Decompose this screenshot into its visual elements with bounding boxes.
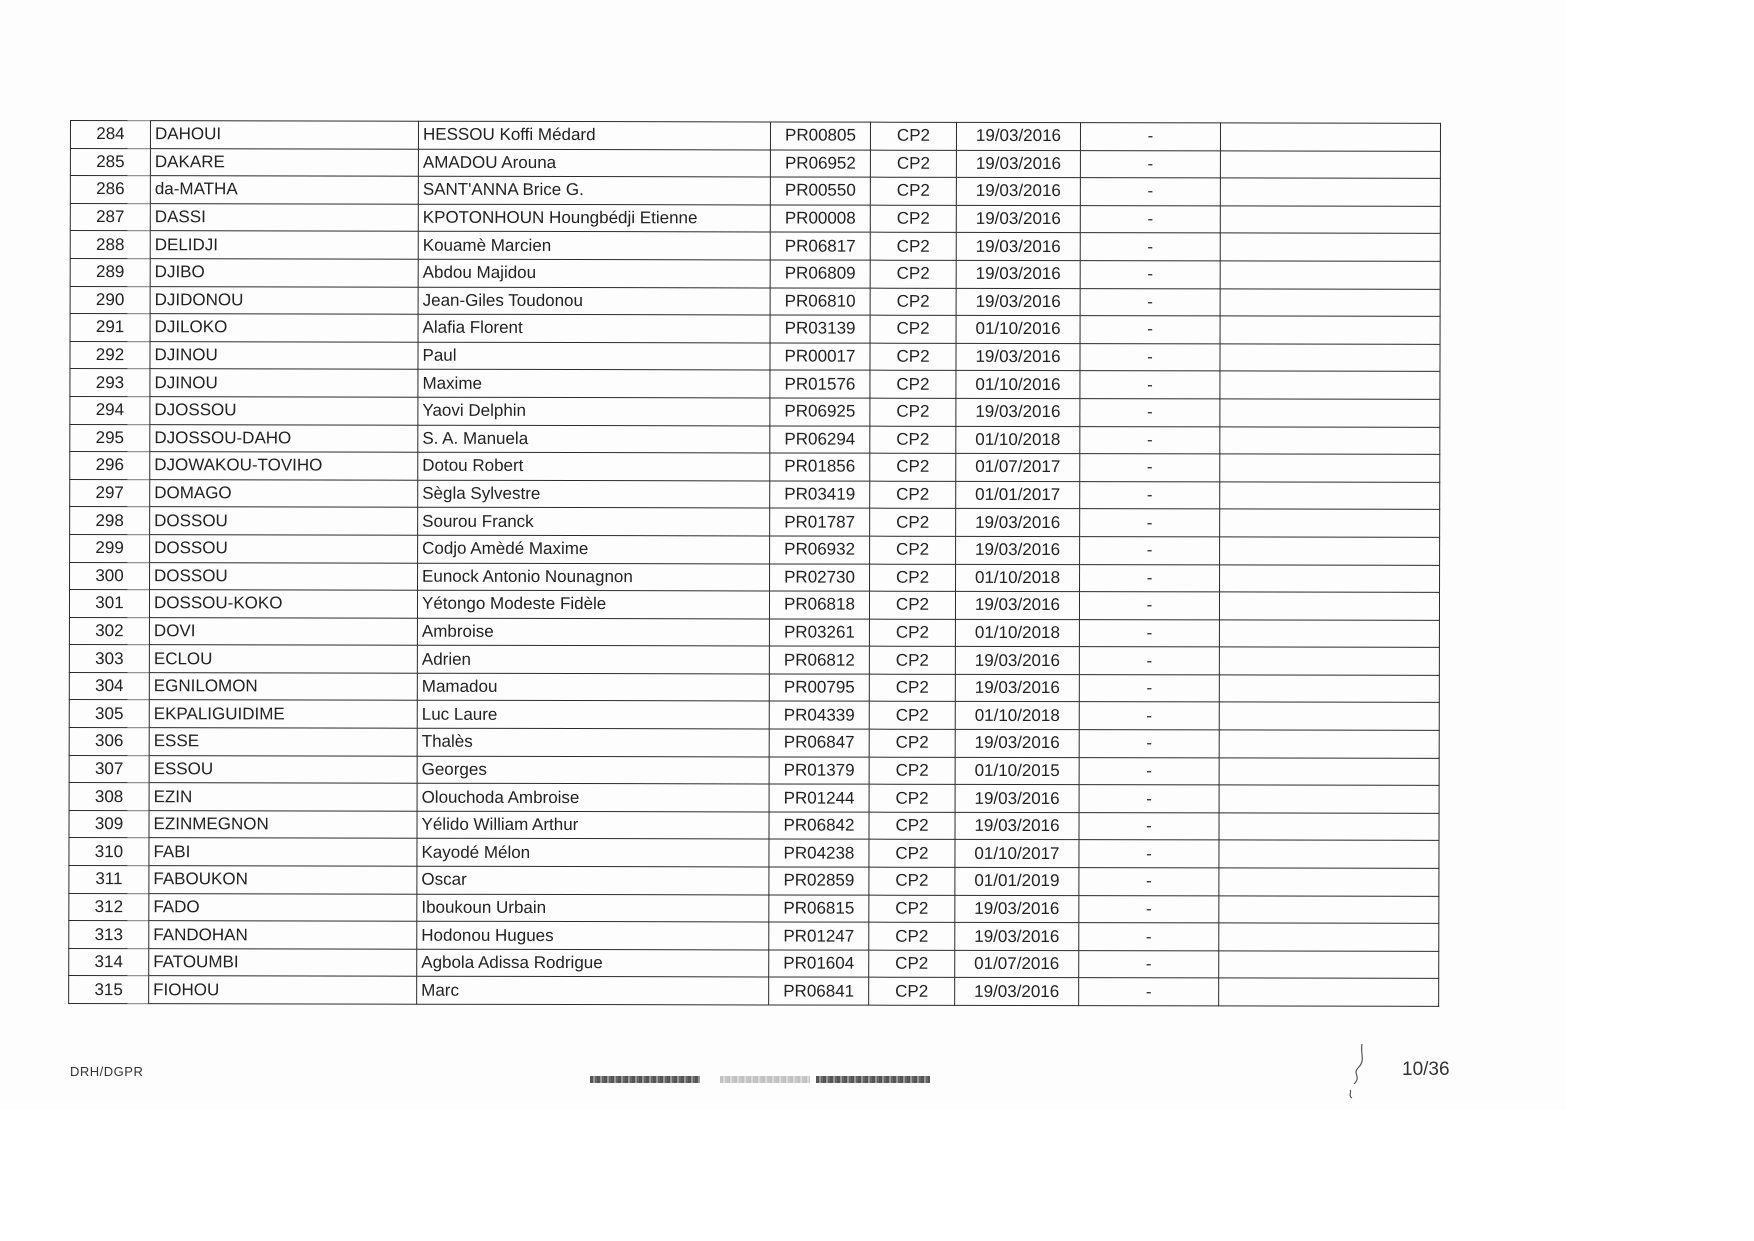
date-cell: 01/10/2016 bbox=[956, 316, 1080, 344]
empty-cell bbox=[1220, 288, 1440, 316]
row-number-cell: 308 bbox=[69, 783, 149, 811]
dash-cell: - bbox=[1079, 674, 1219, 702]
empty-cell bbox=[1219, 923, 1439, 951]
row-number-cell: 300 bbox=[70, 562, 150, 590]
registration-cell: PR06925 bbox=[770, 398, 870, 426]
empty-cell bbox=[1220, 564, 1440, 592]
table-row bbox=[69, 976, 1439, 1006]
row-number-cell: 296 bbox=[70, 452, 150, 480]
grade-cell: CP2 bbox=[870, 508, 956, 536]
row-number-cell: 291 bbox=[70, 314, 150, 342]
registration-cell: PR04339 bbox=[769, 701, 869, 729]
table-row bbox=[70, 562, 1440, 592]
empty-cell bbox=[1219, 702, 1439, 730]
last-name-cell: DELIDJI bbox=[150, 231, 418, 259]
dash-cell: - bbox=[1080, 537, 1220, 565]
empty-cell bbox=[1219, 647, 1439, 675]
last-name-cell: EZINMEGNON bbox=[149, 811, 417, 839]
first-name-cell: Iboukoun Urbain bbox=[417, 894, 769, 922]
table-row bbox=[69, 645, 1439, 675]
row-number-cell: 289 bbox=[70, 258, 150, 286]
date-cell: 19/03/2016 bbox=[956, 509, 1080, 537]
registration-cell: PR06810 bbox=[770, 288, 870, 316]
dash-cell: - bbox=[1080, 481, 1220, 509]
first-name-cell: Luc Laure bbox=[417, 701, 769, 729]
registration-cell: PR02730 bbox=[770, 563, 870, 591]
registration-cell: PR03139 bbox=[770, 315, 870, 343]
first-name-cell: Eunock Antonio Nounagnon bbox=[418, 563, 770, 591]
last-name-cell: DAHOUI bbox=[150, 121, 418, 149]
grade-cell: CP2 bbox=[869, 895, 955, 923]
grade-cell: CP2 bbox=[870, 453, 956, 481]
row-number-cell: 293 bbox=[70, 369, 150, 397]
first-name-cell: S. A. Manuela bbox=[418, 425, 770, 453]
last-name-cell: DOSSOU bbox=[150, 562, 418, 590]
first-name-cell: Oscar bbox=[417, 866, 769, 894]
registration-cell: PR01787 bbox=[770, 508, 870, 536]
dash-cell: - bbox=[1080, 288, 1220, 316]
date-cell: 19/03/2016 bbox=[955, 923, 1079, 951]
footer-department: DRH/DGPR bbox=[70, 1064, 144, 1079]
date-cell: 19/03/2016 bbox=[956, 398, 1080, 426]
dash-cell: - bbox=[1080, 205, 1220, 233]
last-name-cell: FATOUMBI bbox=[149, 948, 417, 976]
date-cell: 19/03/2016 bbox=[956, 122, 1080, 150]
grade-cell: CP2 bbox=[870, 205, 956, 233]
empty-cell bbox=[1219, 813, 1439, 841]
registration-cell: PR06841 bbox=[769, 977, 869, 1005]
empty-cell bbox=[1220, 233, 1440, 261]
empty-cell bbox=[1219, 868, 1439, 896]
grade-cell: CP2 bbox=[870, 233, 956, 261]
table-row bbox=[70, 452, 1440, 482]
first-name-cell: Marc bbox=[417, 977, 769, 1005]
dash-cell: - bbox=[1079, 757, 1219, 785]
empty-cell bbox=[1219, 758, 1439, 786]
grade-cell: CP2 bbox=[870, 426, 956, 454]
empty-cell bbox=[1219, 730, 1439, 758]
table-row bbox=[70, 479, 1440, 509]
last-name-cell: DJIBO bbox=[150, 259, 418, 287]
grade-cell: CP2 bbox=[870, 481, 956, 509]
grade-cell: CP2 bbox=[870, 343, 956, 371]
table-row bbox=[69, 810, 1439, 840]
registration-cell: PR06847 bbox=[769, 729, 869, 757]
grade-cell: CP2 bbox=[869, 812, 955, 840]
first-name-cell: Hodonou Hugues bbox=[417, 921, 769, 949]
empty-cell bbox=[1220, 399, 1440, 427]
date-cell: 01/07/2017 bbox=[956, 453, 1080, 481]
empty-cell bbox=[1220, 261, 1440, 289]
first-name-cell: Adrien bbox=[417, 646, 769, 674]
last-name-cell: DJINOU bbox=[150, 341, 418, 369]
grade-cell: CP2 bbox=[869, 950, 955, 978]
row-number-cell: 304 bbox=[69, 672, 149, 700]
table-row bbox=[70, 369, 1440, 399]
row-number-cell: 310 bbox=[69, 838, 149, 866]
page-number: 10/36 bbox=[1402, 1059, 1450, 1080]
grade-cell: CP2 bbox=[869, 619, 955, 647]
table-row bbox=[69, 755, 1439, 785]
dash-cell: - bbox=[1080, 343, 1220, 371]
date-cell: 19/03/2016 bbox=[955, 674, 1079, 702]
table-row bbox=[70, 286, 1440, 316]
date-cell: 19/03/2016 bbox=[956, 205, 1080, 233]
row-number-cell: 286 bbox=[70, 176, 150, 204]
grade-cell: CP2 bbox=[870, 177, 956, 205]
table-row bbox=[69, 783, 1439, 813]
row-number-cell: 297 bbox=[70, 479, 150, 507]
row-number-cell: 299 bbox=[70, 534, 150, 562]
date-cell: 01/01/2017 bbox=[956, 481, 1080, 509]
table-row bbox=[69, 672, 1439, 702]
first-name-cell: Sègla Sylvestre bbox=[418, 480, 770, 508]
table-row bbox=[70, 231, 1440, 261]
empty-cell bbox=[1220, 509, 1440, 537]
dash-cell: - bbox=[1079, 619, 1219, 647]
grade-cell: CP2 bbox=[870, 371, 956, 399]
registration-cell: PR01244 bbox=[769, 784, 869, 812]
grade-cell: CP2 bbox=[870, 288, 956, 316]
date-cell: 01/10/2018 bbox=[956, 564, 1080, 592]
row-number-cell: 292 bbox=[70, 341, 150, 369]
last-name-cell: DJINOU bbox=[150, 369, 418, 397]
dash-cell: - bbox=[1080, 261, 1220, 289]
row-number-cell: 303 bbox=[69, 645, 149, 673]
first-name-cell: Kouamè Marcien bbox=[418, 232, 770, 260]
grade-cell: CP2 bbox=[869, 674, 955, 702]
row-number-cell: 298 bbox=[70, 507, 150, 535]
empty-cell bbox=[1219, 840, 1439, 868]
grade-cell: CP2 bbox=[870, 122, 956, 150]
row-number-cell: 315 bbox=[69, 976, 149, 1004]
dash-cell: - bbox=[1080, 371, 1220, 399]
dash-cell: - bbox=[1080, 233, 1220, 261]
dash-cell: - bbox=[1079, 895, 1219, 923]
initials-mark bbox=[1340, 1040, 1370, 1100]
registration-cell: PR03261 bbox=[769, 619, 869, 647]
last-name-cell: DOVI bbox=[149, 617, 417, 645]
first-name-cell: SANT'ANNA Brice G. bbox=[418, 176, 770, 204]
grade-cell: CP2 bbox=[869, 702, 955, 730]
registration-cell: PR00550 bbox=[770, 177, 870, 205]
last-name-cell: DJOWAKOU-TOVIHO bbox=[150, 452, 418, 480]
registration-cell: PR06818 bbox=[769, 591, 869, 619]
registration-cell: PR06952 bbox=[770, 150, 870, 178]
grade-cell: CP2 bbox=[869, 591, 955, 619]
empty-cell bbox=[1220, 482, 1440, 510]
grade-cell: CP2 bbox=[869, 840, 955, 868]
date-cell: 01/07/2016 bbox=[955, 950, 1079, 978]
grade-cell: CP2 bbox=[870, 150, 956, 178]
dash-cell: - bbox=[1079, 785, 1219, 813]
last-name-cell: EKPALIGUIDIME bbox=[149, 700, 417, 728]
first-name-cell: Ambroise bbox=[417, 618, 769, 646]
date-cell: 19/03/2016 bbox=[956, 178, 1080, 206]
last-name-cell: DOSSOU-KOKO bbox=[149, 590, 417, 618]
date-cell: 19/03/2016 bbox=[955, 785, 1079, 813]
grade-cell: CP2 bbox=[869, 784, 955, 812]
first-name-cell: Yélido William Arthur bbox=[417, 811, 769, 839]
first-name-cell: AMADOU Arouna bbox=[418, 149, 770, 177]
row-number-cell: 311 bbox=[69, 866, 149, 894]
empty-cell bbox=[1220, 206, 1440, 234]
dash-cell: - bbox=[1079, 923, 1219, 951]
registration-cell: PR06815 bbox=[769, 895, 869, 923]
dash-cell: - bbox=[1080, 454, 1220, 482]
dash-cell: - bbox=[1080, 150, 1220, 178]
table-row bbox=[69, 728, 1439, 758]
empty-cell bbox=[1220, 316, 1440, 344]
empty-cell bbox=[1220, 371, 1440, 399]
last-name-cell: DJILOKO bbox=[150, 314, 418, 342]
table-row bbox=[70, 314, 1440, 344]
first-name-cell: Thalès bbox=[417, 728, 769, 756]
table-row bbox=[69, 866, 1439, 896]
first-name-cell: Maxime bbox=[418, 370, 770, 398]
registration-cell: PR01604 bbox=[769, 950, 869, 978]
empty-cell bbox=[1220, 123, 1440, 151]
date-cell: 19/03/2016 bbox=[955, 895, 1079, 923]
first-name-cell: Abdou Majidou bbox=[418, 259, 770, 287]
last-name-cell: FIOHOU bbox=[149, 976, 417, 1004]
table-row bbox=[69, 838, 1439, 868]
date-cell: 19/03/2016 bbox=[956, 150, 1080, 178]
row-number-cell: 287 bbox=[70, 203, 150, 231]
registration-cell: PR04238 bbox=[769, 839, 869, 867]
grade-cell: CP2 bbox=[870, 315, 956, 343]
grade-cell: CP2 bbox=[869, 757, 955, 785]
date-cell: 01/10/2015 bbox=[955, 757, 1079, 785]
date-cell: 01/10/2018 bbox=[956, 426, 1080, 454]
date-cell: 19/03/2016 bbox=[955, 812, 1079, 840]
registration-cell: PR00017 bbox=[770, 343, 870, 371]
empty-cell bbox=[1219, 592, 1439, 620]
dash-cell: - bbox=[1079, 868, 1219, 896]
row-number-cell: 302 bbox=[69, 617, 149, 645]
first-name-cell: Yaovi Delphin bbox=[418, 397, 770, 425]
row-number-cell: 314 bbox=[69, 948, 149, 976]
grade-cell: CP2 bbox=[869, 922, 955, 950]
date-cell: 19/03/2016 bbox=[956, 260, 1080, 288]
registration-cell: PR06817 bbox=[770, 232, 870, 260]
personnel-table bbox=[68, 120, 1441, 1007]
date-cell: 19/03/2016 bbox=[955, 591, 1079, 619]
dash-cell: - bbox=[1079, 812, 1219, 840]
row-number-cell: 284 bbox=[70, 121, 150, 149]
grade-cell: CP2 bbox=[869, 867, 955, 895]
first-name-cell: Codjo Amèdé Maxime bbox=[418, 535, 770, 563]
table-row bbox=[69, 948, 1439, 978]
registration-cell: PR00805 bbox=[770, 122, 870, 150]
scan-artifact bbox=[720, 1076, 810, 1083]
registration-cell: PR03419 bbox=[770, 481, 870, 509]
table-row bbox=[70, 396, 1440, 426]
registration-cell: PR01379 bbox=[769, 757, 869, 785]
last-name-cell: ECLOU bbox=[149, 645, 417, 673]
date-cell: 19/03/2016 bbox=[955, 978, 1079, 1006]
first-name-cell: Kayodé Mélon bbox=[417, 839, 769, 867]
first-name-cell: Georges bbox=[417, 756, 769, 784]
table-row bbox=[70, 341, 1440, 371]
row-number-cell: 290 bbox=[70, 286, 150, 314]
registration-cell: PR01576 bbox=[770, 370, 870, 398]
grade-cell: CP2 bbox=[869, 729, 955, 757]
empty-cell bbox=[1220, 151, 1440, 179]
date-cell: 19/03/2016 bbox=[956, 288, 1080, 316]
date-cell: 01/10/2017 bbox=[955, 840, 1079, 868]
table-row bbox=[70, 121, 1440, 151]
table-row bbox=[70, 424, 1440, 454]
table-row bbox=[70, 176, 1440, 206]
row-number-cell: 301 bbox=[69, 590, 149, 618]
table-row bbox=[69, 590, 1439, 620]
dash-cell: - bbox=[1079, 730, 1219, 758]
date-cell: 01/10/2018 bbox=[955, 619, 1079, 647]
dash-cell: - bbox=[1079, 950, 1219, 978]
date-cell: 19/03/2016 bbox=[956, 343, 1080, 371]
grade-cell: CP2 bbox=[870, 564, 956, 592]
last-name-cell: FADO bbox=[149, 893, 417, 921]
dash-cell: - bbox=[1080, 399, 1220, 427]
scan-artifact bbox=[590, 1076, 700, 1083]
date-cell: 01/10/2016 bbox=[956, 371, 1080, 399]
empty-cell bbox=[1219, 620, 1439, 648]
first-name-cell: Jean-Giles Toudonou bbox=[418, 287, 770, 315]
dash-cell: - bbox=[1080, 564, 1220, 592]
dash-cell: - bbox=[1079, 978, 1219, 1006]
table-row bbox=[70, 534, 1440, 564]
date-cell: 19/03/2016 bbox=[955, 647, 1079, 675]
grade-cell: CP2 bbox=[870, 260, 956, 288]
table-row bbox=[69, 617, 1439, 647]
row-number-cell: 285 bbox=[70, 148, 150, 176]
dash-cell: - bbox=[1079, 702, 1219, 730]
last-name-cell: FABI bbox=[149, 838, 417, 866]
row-number-cell: 307 bbox=[69, 755, 149, 783]
table-row bbox=[70, 203, 1440, 233]
date-cell: 19/03/2016 bbox=[956, 536, 1080, 564]
last-name-cell: ESSOU bbox=[149, 755, 417, 783]
dash-cell: - bbox=[1079, 592, 1219, 620]
last-name-cell: da-MATHA bbox=[150, 176, 418, 204]
dash-cell: - bbox=[1080, 123, 1220, 151]
grade-cell: CP2 bbox=[869, 646, 955, 674]
registration-cell: PR06932 bbox=[770, 536, 870, 564]
last-name-cell: DOMAGO bbox=[150, 479, 418, 507]
registration-cell: PR06812 bbox=[769, 646, 869, 674]
row-number-cell: 295 bbox=[70, 424, 150, 452]
registration-cell: PR00008 bbox=[770, 205, 870, 233]
registration-cell: PR00795 bbox=[769, 674, 869, 702]
dash-cell: - bbox=[1079, 840, 1219, 868]
dash-cell: - bbox=[1080, 509, 1220, 537]
empty-cell bbox=[1220, 178, 1440, 206]
row-number-cell: 309 bbox=[69, 810, 149, 838]
registration-cell: PR06842 bbox=[769, 812, 869, 840]
dash-cell: - bbox=[1080, 316, 1220, 344]
date-cell: 01/01/2019 bbox=[955, 867, 1079, 895]
table-row bbox=[69, 893, 1439, 923]
last-name-cell: DOSSOU bbox=[150, 535, 418, 563]
registration-cell: PR06809 bbox=[770, 260, 870, 288]
first-name-cell: Olouchoda Ambroise bbox=[417, 783, 769, 811]
date-cell: 19/03/2016 bbox=[955, 729, 1079, 757]
last-name-cell: DOSSOU bbox=[150, 507, 418, 535]
row-number-cell: 313 bbox=[69, 921, 149, 949]
first-name-cell: Dotou Robert bbox=[418, 452, 770, 480]
last-name-cell: FANDOHAN bbox=[149, 921, 417, 949]
date-cell: 19/03/2016 bbox=[956, 233, 1080, 261]
grade-cell: CP2 bbox=[869, 978, 955, 1006]
table-body bbox=[69, 121, 1441, 1007]
last-name-cell: DJOSSOU bbox=[150, 397, 418, 425]
empty-cell bbox=[1220, 454, 1440, 482]
empty-cell bbox=[1219, 785, 1439, 813]
first-name-cell: Yétongo Modeste Fidèle bbox=[417, 590, 769, 618]
empty-cell bbox=[1219, 951, 1439, 979]
empty-cell bbox=[1220, 426, 1440, 454]
last-name-cell: DJOSSOU-DAHO bbox=[150, 424, 418, 452]
dash-cell: - bbox=[1080, 178, 1220, 206]
first-name-cell: Alafia Florent bbox=[418, 314, 770, 342]
dash-cell: - bbox=[1079, 647, 1219, 675]
first-name-cell: Sourou Franck bbox=[418, 508, 770, 536]
last-name-cell: EGNILOMON bbox=[149, 673, 417, 701]
empty-cell bbox=[1219, 675, 1439, 703]
table-row bbox=[70, 258, 1440, 288]
grade-cell: CP2 bbox=[870, 536, 956, 564]
first-name-cell: Agbola Adissa Rodrigue bbox=[417, 949, 769, 977]
scan-artifact bbox=[816, 1076, 930, 1083]
first-name-cell: Mamadou bbox=[417, 673, 769, 701]
registration-cell: PR06294 bbox=[770, 425, 870, 453]
empty-cell bbox=[1220, 344, 1440, 372]
first-name-cell: HESSOU Koffi Médard bbox=[418, 121, 770, 149]
last-name-cell: DAKARE bbox=[150, 148, 418, 176]
grade-cell: CP2 bbox=[870, 398, 956, 426]
registration-cell: PR01247 bbox=[769, 922, 869, 950]
empty-cell bbox=[1219, 978, 1439, 1006]
registration-cell: PR02859 bbox=[769, 867, 869, 895]
table-row bbox=[69, 921, 1439, 951]
row-number-cell: 294 bbox=[70, 396, 150, 424]
registration-cell: PR01856 bbox=[770, 453, 870, 481]
last-name-cell: FABOUKON bbox=[149, 866, 417, 894]
table-row bbox=[70, 507, 1440, 537]
table-row bbox=[70, 148, 1440, 178]
row-number-cell: 288 bbox=[70, 231, 150, 259]
row-number-cell: 306 bbox=[69, 728, 149, 756]
date-cell: 01/10/2018 bbox=[955, 702, 1079, 730]
last-name-cell: DJIDONOU bbox=[150, 286, 418, 314]
first-name-cell: KPOTONHOUN Houngbédji Etienne bbox=[418, 204, 770, 232]
row-number-cell: 312 bbox=[69, 893, 149, 921]
dash-cell: - bbox=[1080, 426, 1220, 454]
empty-cell bbox=[1220, 537, 1440, 565]
last-name-cell: ESSE bbox=[149, 728, 417, 756]
last-name-cell: EZIN bbox=[149, 783, 417, 811]
row-number-cell: 305 bbox=[69, 700, 149, 728]
last-name-cell: DASSI bbox=[150, 203, 418, 231]
table-row bbox=[69, 700, 1439, 730]
first-name-cell: Paul bbox=[418, 342, 770, 370]
empty-cell bbox=[1219, 896, 1439, 924]
